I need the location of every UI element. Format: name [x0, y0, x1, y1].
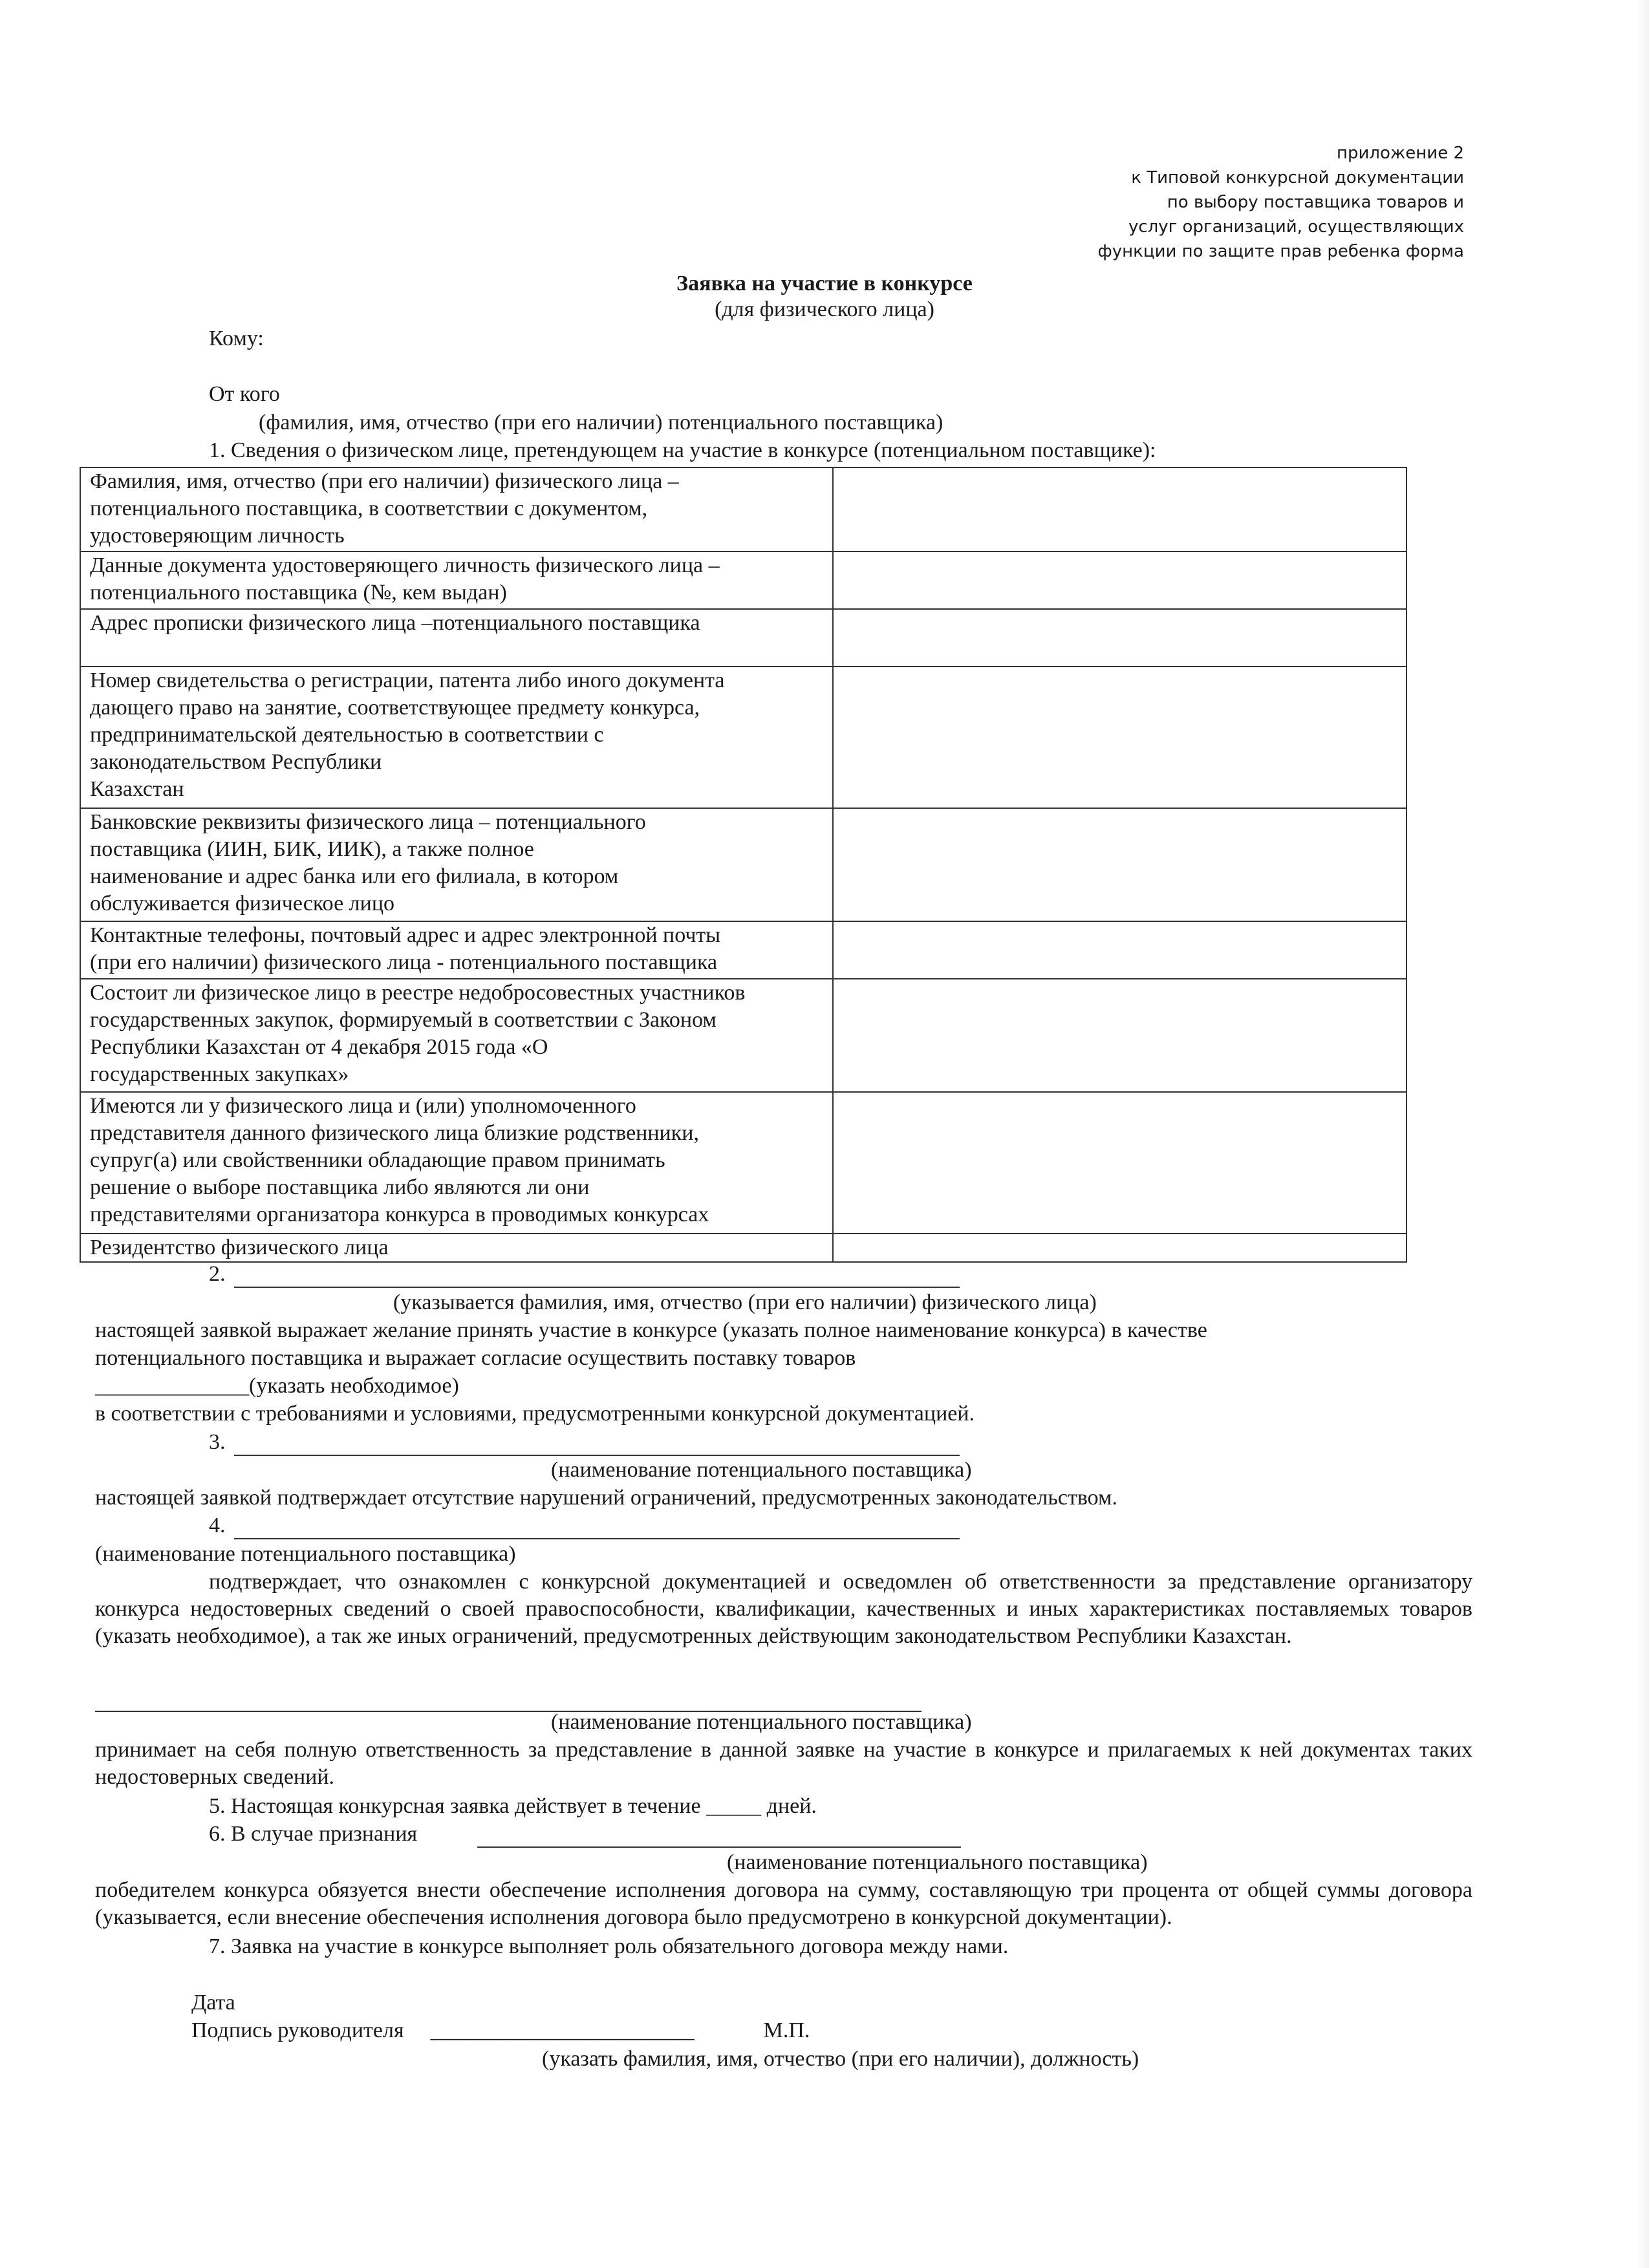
row-label: Номер свидетельства о регистрации, патента либо иного документа дающего право на занятие, соответствующее предмету конкурса, предпринимательской деятельностью в соответствии с законодательством Республики Казахстан	[80, 667, 833, 808]
document-title: Заявка на участие в конкурсе	[676, 272, 973, 295]
point3-number: 3.	[209, 1430, 226, 1454]
point4-hint: (наименование потенциального поставщика)	[95, 1542, 516, 1566]
point5-text	[209, 1793, 817, 1820]
table-row	[80, 1092, 1406, 1234]
row-value-cell[interactable]	[833, 551, 1406, 609]
point2-hint: (указывается фамилия, имя, отчество (при его наличии) физического лица)	[393, 1290, 1097, 1314]
stamp-label: М.П.	[763, 2018, 810, 2042]
appendix-line: функции по защите прав ребенка форма	[1097, 242, 1464, 261]
row-label: Резидентство физического лица	[80, 1234, 833, 1262]
scan-edge	[1637, 0, 1649, 2268]
signature-blank[interactable]: ________________________	[430, 2018, 695, 2042]
row-label: Контактные телефоны, почтовый адрес и адрес электронной почты (при его наличии) физического лица - потенциального поставщика	[80, 921, 833, 979]
point2-text-line2: потенциального поставщика и выражает согласие осуществить поставку товаров	[95, 1346, 856, 1370]
from-hint: (фамилия, имя, отчество (при его наличии) потенциального поставщика)	[259, 411, 943, 434]
table-row	[80, 467, 1406, 551]
point3-hint: (наименование потенциального поставщика)	[551, 1458, 972, 1482]
row-label: Адрес прописки физического лица –потенциального поставщика	[80, 609, 833, 667]
point5-text-start: 5. Настоящая конкурсная заявка действует в течение	[209, 1794, 707, 1818]
table-row	[80, 609, 1406, 667]
point4-blank-line[interactable]	[234, 1517, 960, 1539]
point2-text-line1: настоящей заявкой выражает желание принять участие в конкурсе (указать полное наименование конкурса) в качестве	[95, 1318, 1207, 1342]
point4-text: подтверждает, что ознакомлен с конкурсной документацией и осведомлен об ответственности за представление организатору конкурса недостоверных сведений о своей правоспособности, квалификации, качественных и иных характеристиках поставляемых товаров (указать необходимое), а так же иных ограничений, предусмотренных действующим законодательством Республики Казахстан.	[95, 1570, 1472, 1648]
point2-number: 2.	[209, 1262, 226, 1286]
row-label: Банковские реквизиты физического лица – потенциального поставщика (ИИН, БИК, ИИК), а также полное наименование и адрес банка или его филиала, в котором обслуживается физическое лицо	[80, 808, 833, 921]
signature-row	[191, 2017, 810, 2044]
signature-hint: (указать фамилия, имя, отчество (при его наличии), должность)	[542, 2047, 1139, 2071]
point6-text: победителем конкурса обязуется внести обеспечение исполнения договора на сумму, составляющую три процента от общей суммы договора (указывается, если внесение обеспечения исполнения договора было предусмотрено в конкурсной документации).	[95, 1878, 1472, 1929]
point3-text: настоящей заявкой подтверждает отсутствие нарушений ограничений, предусмотренных законодательством.	[95, 1486, 1118, 1510]
point6-hint: (наименование потенциального поставщика)	[727, 1850, 1148, 1874]
point6-blank-line[interactable]	[477, 1826, 961, 1848]
appendix-line: к Типовой конкурсной документации	[1131, 168, 1464, 187]
point2-blank-line[interactable]	[234, 1266, 960, 1288]
table-row	[80, 921, 1406, 979]
row-label: Фамилия, имя, отчество (при его наличии) физического лица – потенциального поставщика, в соответствии с документом, удостоверяющим личность	[80, 467, 833, 551]
point5-text-end: дней.	[761, 1794, 817, 1818]
table-row	[80, 1234, 1406, 1262]
point3-blank-line[interactable]	[234, 1434, 960, 1456]
table-row	[80, 667, 1406, 808]
row-label: Данные документа удостоверяющего личность физического лица – потенциального поставщика (№, кем выдан)	[80, 551, 833, 609]
row-value-cell[interactable]	[833, 921, 1406, 979]
to-label: Кому:	[209, 326, 264, 350]
point5-days-blank[interactable]: _____	[706, 1794, 762, 1818]
signature-label: Подпись руководителя	[191, 2018, 404, 2042]
row-value-cell[interactable]	[833, 667, 1406, 808]
appendix-line: приложение 2	[1336, 144, 1464, 163]
row-label: Состоит ли физическое лицо в реестре недобросовестных участников государственных закупок, формируемый в соответствии с Законом Республики Казахстан от 4 декабря 2015 года «О государственных закупках»	[80, 979, 833, 1092]
section1-heading: 1. Сведения о физическом лице, претендующем на участие в конкурсе (потенциальном поставщике):	[209, 438, 1156, 462]
row-value-cell[interactable]	[833, 1092, 1406, 1234]
point2-text-line3: в соответствии с требованиями и условиями, предусмотренными конкурсной документацией.	[95, 1402, 975, 1426]
row-value-cell[interactable]	[833, 808, 1406, 921]
row-value-cell[interactable]	[833, 1234, 1406, 1262]
table-row	[80, 551, 1406, 609]
appendix-line: по выбору поставщика товаров и	[1167, 193, 1464, 212]
from-label: От кого	[209, 382, 280, 406]
point6-text-start: 6. В случае признания	[209, 1822, 418, 1846]
row-value-cell[interactable]	[833, 609, 1406, 667]
point2-need-hint: (указать необходимое)	[249, 1374, 459, 1398]
appendix-line: услуг организаций, осуществляющих	[1128, 217, 1464, 237]
document-subtitle: (для физического лица)	[715, 297, 934, 321]
point4b-hint: (наименование потенциального поставщика)	[551, 1710, 972, 1734]
table-row	[80, 979, 1406, 1092]
row-value-cell[interactable]	[833, 979, 1406, 1092]
table-row	[80, 808, 1406, 921]
row-value-cell[interactable]	[833, 467, 1406, 551]
date-label: Дата	[191, 1991, 235, 2015]
supplier-info-table	[80, 467, 1407, 1263]
point4-number: 4.	[209, 1514, 226, 1537]
point7-text: 7. Заявка на участие в конкурсе выполняет роль обязательного договора между нами.	[209, 1934, 1009, 1958]
appendix-note	[947, 141, 1464, 264]
point4b-text: принимает на себя полную ответственность за представление в данной заявке на участие в конкурсе и прилагаемых к ней документах таких недостоверных сведений.	[95, 1738, 1472, 1789]
point2-goods-blank[interactable]: ______________	[95, 1374, 249, 1398]
row-label: Имеются ли у физического лица и (или) уполномоченного представителя данного физического лица близкие родственники, супруг(а) или свойственники обладающие правом принимать решение о выборе поставщика либо являются ли они представителями организатора конкурса в проводимых конкурсах	[80, 1092, 833, 1234]
